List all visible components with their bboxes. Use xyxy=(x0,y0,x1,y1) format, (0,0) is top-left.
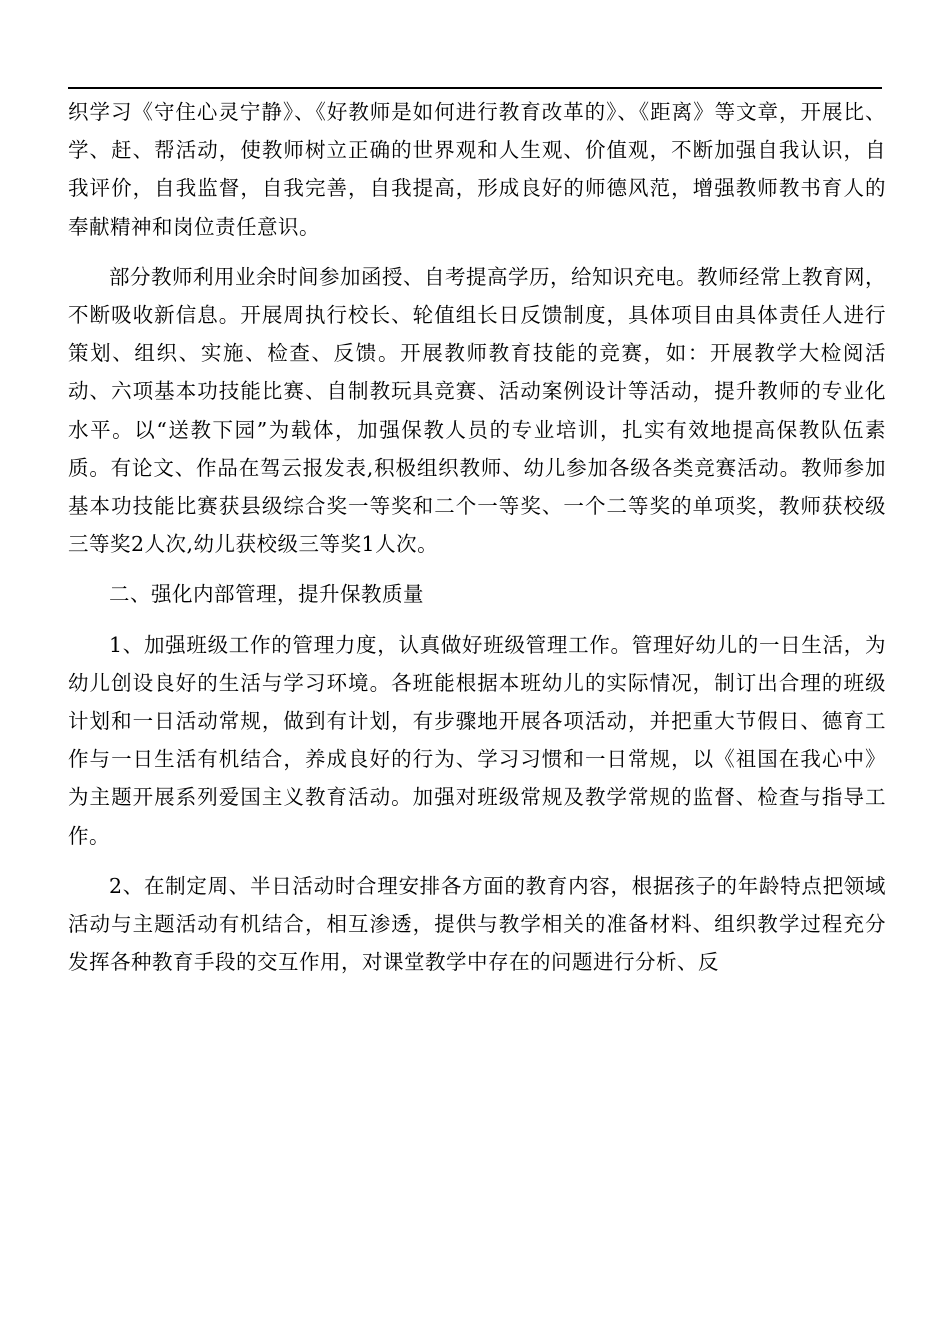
document-body xyxy=(68,93,886,993)
section-heading-internal-management: 二、强化内部管理，提升保教质量 xyxy=(109,582,424,607)
paragraph-class-management: 1、加强班级工作的管理力度，认真做好班级管理工作。管理好幼儿的一日生活，为幼儿创设良好的生活与学习环境。各班能根据本班幼儿的实际情况，制订出合理的班级计划和一日活动常规，做到有计划，有步骤地开展各项活动，并把重大节假日、德育工作与一日生活有机结合，养成良好的行为、学习习惯和一日常规，以《祖国在我心中》为主题开展系列爱国主义教育活动。加强对班级常规及教学常规的监督、检查与指导工作。 xyxy=(68,632,886,848)
paragraph-teacher-training: 部分教师利用业余时间参加函授、自考提高学历，给知识充电。教师经常上教育网，不断吸收新信息。开展周执行校长、轮值组长日反馈制度，具体项目由具体责任人进行策划、组织、实施、检查、反馈。开展教师教育技能的竞赛，如：开展教学大检阅活动、六项基本功技能比赛、自制教玩具竞赛、活动案例设计等活动，提升教师的专业化水平。以“送教下园”为载体，加强保教人员的专业培训，扎实有效地提高保教队伍素质。有论文、作品在驾云报发表,积极组织教师、幼儿参加各级各类竞赛活动。教师参加基本功技能比赛获县级综合奖一等奖和二个一等奖、一个二等奖的单项奖，教师获校级三等奖2人次,幼儿获校级三等奖1人次。 xyxy=(68,264,886,557)
header-rule xyxy=(68,87,882,89)
paragraph-activity-planning: 2、在制定周、半日活动时合理安排各方面的教育内容，根据孩子的年龄特点把领域活动与主题活动有机结合，相互渗透，提供与教学相关的准备材料、组织教学过程充分发挥各种教育手段的交互作用，对课堂教学中存在的问题进行分析、反 xyxy=(68,873,886,975)
paragraph-continuation: 织学习《守住心灵宁静》、《好教师是如何进行教育改革的》、《距离》等文章，开展比、学、赶、帮活动，使教师树立正确的世界观和人生观、价值观，不断加强自我认识，自我评价，自我监督，自我完善，自我提高，形成良好的师德风范，增强教师教书育人的奉献精神和岗位责任意识。 xyxy=(68,100,886,239)
